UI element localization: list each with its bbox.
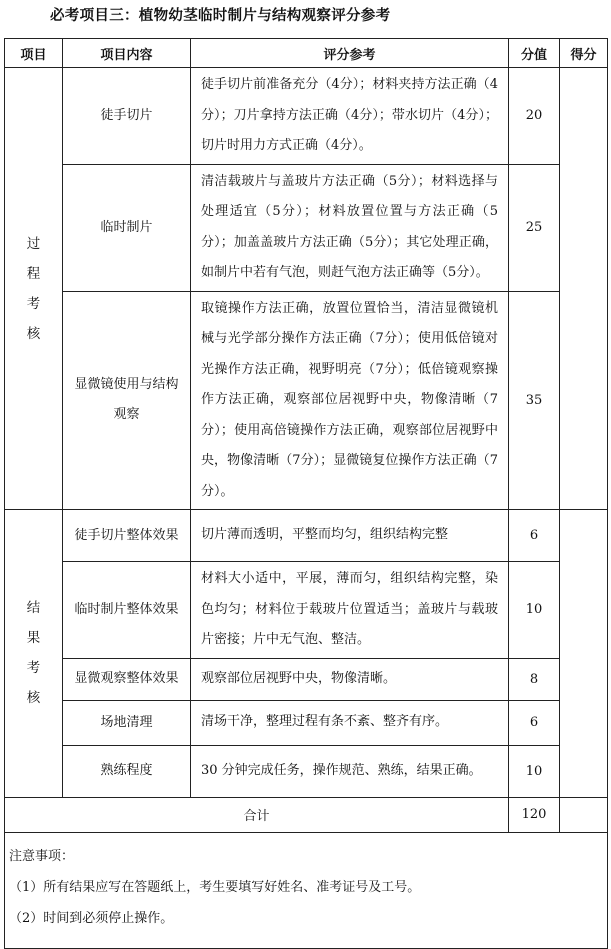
item-content: 显微观察整体效果	[63, 658, 191, 700]
table-row	[5, 700, 608, 745]
table-row	[5, 510, 608, 562]
header-row	[5, 39, 608, 68]
item-content: 显微镜使用与结构观察	[63, 291, 191, 510]
total-score: 120	[509, 797, 560, 832]
table-row	[5, 68, 608, 165]
table-row	[5, 658, 608, 700]
item-score: 35	[509, 291, 560, 510]
header-content: 项目内容	[63, 39, 191, 68]
header-score: 分值	[509, 39, 560, 68]
total-label: 合计	[5, 797, 509, 832]
notes-section	[5, 832, 608, 948]
item-content: 熟练程度	[63, 745, 191, 797]
item-score: 20	[509, 68, 560, 165]
item-content: 徒手切片整体效果	[63, 510, 191, 562]
item-score: 25	[509, 164, 560, 291]
category-result-label: 结果考核	[26, 600, 41, 707]
item-criteria: 清场干净，整理过程有条不紊、整齐有序。	[191, 700, 509, 745]
note-item: （1）所有结果应写在答题纸上，考生要填写好姓名、准考证号及工号。	[9, 879, 421, 895]
header-criteria: 评分参考	[191, 39, 509, 68]
item-content: 临时制片整体效果	[63, 562, 191, 659]
item-criteria: 30 分钟完成任务，操作规范、熟练，结果正确。	[191, 745, 509, 797]
header-obtained: 得分	[560, 39, 608, 68]
item-criteria: 观察部位居视野中央，物像清晰。	[191, 658, 509, 700]
obtained-score-result[interactable]	[560, 510, 608, 798]
item-score: 6	[509, 510, 560, 562]
page-title: 必考项目三：植物幼茎临时制片与结构观察评分参考	[50, 8, 391, 24]
header-category: 项目	[5, 39, 63, 68]
table-row	[5, 291, 608, 510]
item-content: 徒手切片	[63, 68, 191, 165]
notes-row	[5, 832, 608, 948]
scoring-table	[4, 38, 608, 949]
item-score: 6	[509, 700, 560, 745]
note-item: （2）时间到必须停止操作。	[9, 910, 174, 926]
item-content: 场地清理	[63, 700, 191, 745]
total-obtained[interactable]	[560, 797, 608, 832]
total-row	[5, 797, 608, 832]
obtained-score-process[interactable]	[560, 68, 608, 510]
notes-heading: 注意事项：	[9, 848, 75, 864]
table-row	[5, 745, 608, 797]
table-row	[5, 562, 608, 659]
item-score: 10	[509, 745, 560, 797]
item-criteria: 取镜操作方法正确，放置位置恰当，清洁显微镜机械与光学部分操作方法正确（7分）；使用低倍镜对光操作方法正确，视野明亮（7分）；低倍镜观察操作方法正确，观察部位居视野中央，物像清晰（7分）；使用高倍镜操作方法正确，观察部位居视野中央，物像清晰（7分）；显微镜复位操作方法正确（7分）。	[191, 291, 509, 510]
table-row	[5, 164, 608, 291]
item-criteria: 清洁载玻片与盖玻片方法正确（5分）；材料选择与处理适宜（5分）；材料放置位置与方法正确（5分）；加盖盖玻片方法正确（5分）；其它处理正确，如制片中若有气泡，则赶气泡方法正确等（5分）。	[191, 164, 509, 291]
item-criteria: 材料大小适中，平展，薄而匀，组织结构完整，染色均匀；材料位于载玻片位置适当；盖玻片与载玻片密接；片中无气泡、整洁。	[191, 562, 509, 659]
item-content: 临时制片	[63, 164, 191, 291]
item-criteria: 徒手切片前准备充分（4分）；材料夹持方法正确（4分）；刀片拿持方法正确（4分）；带水切片（4分）；切片时用力方式正确（4分）。	[191, 68, 509, 165]
category-process-label: 过程考核	[26, 235, 41, 342]
category-process	[5, 68, 63, 510]
item-criteria: 切片薄而透明，平整而均匀，组织结构完整	[191, 510, 509, 562]
item-score: 10	[509, 562, 560, 659]
category-result	[5, 510, 63, 798]
item-score: 8	[509, 658, 560, 700]
